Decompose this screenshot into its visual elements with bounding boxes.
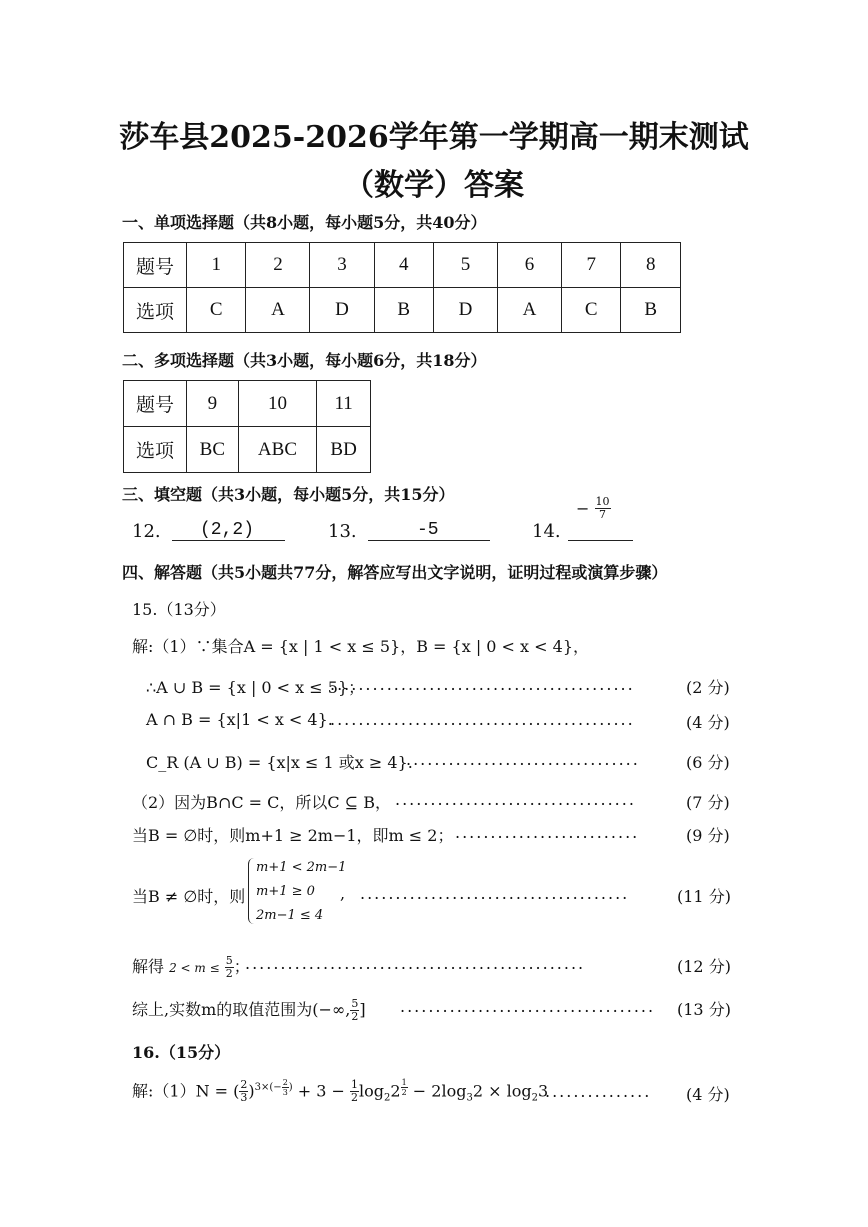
q15-line-4: C_R (A ∪ B) = {x|x ≤ 1 或x ≥ 4}.	[146, 753, 413, 772]
table-cell: C	[187, 288, 246, 333]
q14-underline	[568, 540, 633, 541]
score-label: (4 分)	[686, 713, 730, 732]
table-cell: B	[621, 288, 681, 333]
score-label: (7 分)	[686, 793, 730, 812]
table-cell: 7	[562, 243, 621, 288]
numerator: 10	[595, 495, 610, 508]
score-label: (4 分)	[686, 1085, 730, 1104]
denominator: 2	[225, 967, 233, 980]
dot-leader: ......................................	[360, 884, 630, 903]
denominator: 2	[351, 1010, 359, 1023]
row-header-ans: 选项	[124, 288, 187, 333]
denominator: 7	[599, 508, 606, 521]
fraction	[595, 496, 611, 521]
system-eq-2: m+1 ≥ 0	[256, 884, 315, 899]
table-cell: 3	[310, 243, 374, 288]
q12-underline	[172, 540, 285, 541]
q16-line-1: 解:（1）N = ( $\frac{2}{3}$ )$^{3\times(- \frac{2}{3} )}$ + 3 − $\frac{1}{2}$ $\log_22$ $^{\frac{1}{2}}$ − $2\log_32 \times \log_23$	[132, 1078, 549, 1105]
section2-heading: 二、多项选择题（共3小题，每小题6分，共18分）	[122, 351, 487, 370]
table-cell: B	[374, 288, 433, 333]
minus-sign: −	[576, 499, 590, 518]
section3-heading: 三、填空题（共3小题，每小题5分，共15分）	[122, 485, 455, 504]
solve-range: 2 < m ≤	[169, 961, 220, 975]
dot-leader: ..........................	[455, 823, 640, 842]
row-header-ans: 选项	[124, 427, 187, 473]
q14-answer	[576, 496, 611, 521]
system-eq-3: 2m−1 ≤ 4	[256, 908, 324, 923]
range-start: (−∞,	[312, 1000, 351, 1019]
fraction	[225, 955, 234, 980]
table-cell: ABC	[238, 427, 317, 473]
table-cell: 10	[238, 381, 317, 427]
table-cell: C	[562, 288, 621, 333]
table-cell: 11	[317, 381, 371, 427]
q15-line-1: 解:（1）∵集合A = {x | 1 < x ≤ 5}，B = {x | 0 < x < 4}，	[132, 637, 590, 656]
score-label: (9 分)	[686, 826, 730, 845]
section4-heading: 四、解答题（共5小题共77分，解答应写出文字说明，证明过程或演算步骤）	[122, 563, 668, 582]
q13-label: 13.	[328, 521, 357, 542]
score-label: (6 分)	[686, 753, 730, 772]
table-cell: D	[310, 288, 374, 333]
numerator: 5	[225, 954, 233, 967]
table-cell: BC	[187, 427, 239, 473]
multi-choice-table	[123, 380, 371, 473]
q15-line-3: A ∩ B = {x|1 < x < 4}.	[146, 710, 333, 729]
q15-line-2: ∴A ∪ B = {x | 0 < x ≤ 5}；	[146, 678, 365, 697]
q15-title: 15.（13分）	[132, 600, 226, 619]
dot-leader: ...........................................	[330, 675, 635, 694]
q12-label: 12.	[132, 521, 161, 542]
table-cell: BD	[317, 427, 371, 473]
dot-leader: ................................................	[245, 954, 586, 973]
solve-label: 解得	[132, 957, 165, 976]
table-cell: 6	[497, 243, 561, 288]
score-label: (11 分)	[677, 887, 731, 906]
q16-lead: 解:（1）N =	[132, 1081, 234, 1101]
q15-line-8: 解得 2 < m ≤ $\frac{5}{2}$ ；	[132, 954, 250, 980]
single-choice-table	[123, 242, 681, 333]
q13-underline	[368, 540, 490, 541]
range-end: ]	[359, 1000, 366, 1019]
q15-line-5: （2）因为B∩C = C，所以C ⊆ B，	[132, 793, 391, 812]
table-cell: 9	[187, 381, 239, 427]
dot-leader: .................................	[406, 750, 640, 769]
table-cell: 1	[187, 243, 246, 288]
q12-answer: (2,2)	[200, 520, 255, 540]
table-cell: 4	[374, 243, 433, 288]
table-cell: 5	[433, 243, 497, 288]
table-cell: 8	[621, 243, 681, 288]
table-cell: D	[433, 288, 497, 333]
table-cell: A	[497, 288, 561, 333]
table-cell: 2	[246, 243, 310, 288]
dot-leader: ...........................................	[330, 710, 635, 729]
q14-label: 14.	[532, 521, 561, 542]
q15-line-7: 当B ≠ ∅时，则	[132, 887, 246, 906]
score-label: (12 分)	[677, 957, 731, 976]
table-cell: A	[246, 288, 310, 333]
system-eq-1: m+1 < 2m−1	[256, 860, 347, 875]
conclusion-label: 综上,实数m的取值范围为	[132, 1000, 313, 1019]
q15-line-9	[132, 997, 366, 1023]
dot-leader: ....................................	[400, 997, 656, 1016]
section1-heading: 一、单项选择题（共8小题，每小题5分，共40分）	[122, 213, 487, 232]
numerator: 5	[351, 997, 359, 1010]
dot-leader: ..................................	[395, 790, 636, 809]
page-subtitle: （数学）答案	[344, 168, 524, 203]
fraction: $\frac{1}{2}$	[351, 1078, 359, 1105]
q13-answer: -5	[417, 520, 439, 540]
score-label: (13 分)	[677, 1000, 731, 1019]
row-header-no: 题号	[124, 381, 187, 427]
comma: ,	[340, 884, 346, 903]
fraction	[350, 998, 359, 1023]
q16-title: 16.（15分）	[132, 1043, 231, 1062]
row-header-no: 题号	[124, 243, 187, 288]
dot-leader: ...............	[545, 1082, 652, 1101]
score-label: (2 分)	[686, 678, 730, 697]
page-title: 莎车县2025-2026学年第一学期高一期末测试	[119, 120, 749, 155]
fraction: $\frac{2}{3}$	[240, 1078, 248, 1105]
q15-line-6: 当B = ∅时，则m+1 ≥ 2m−1，即m ≤ 2；	[132, 826, 454, 845]
